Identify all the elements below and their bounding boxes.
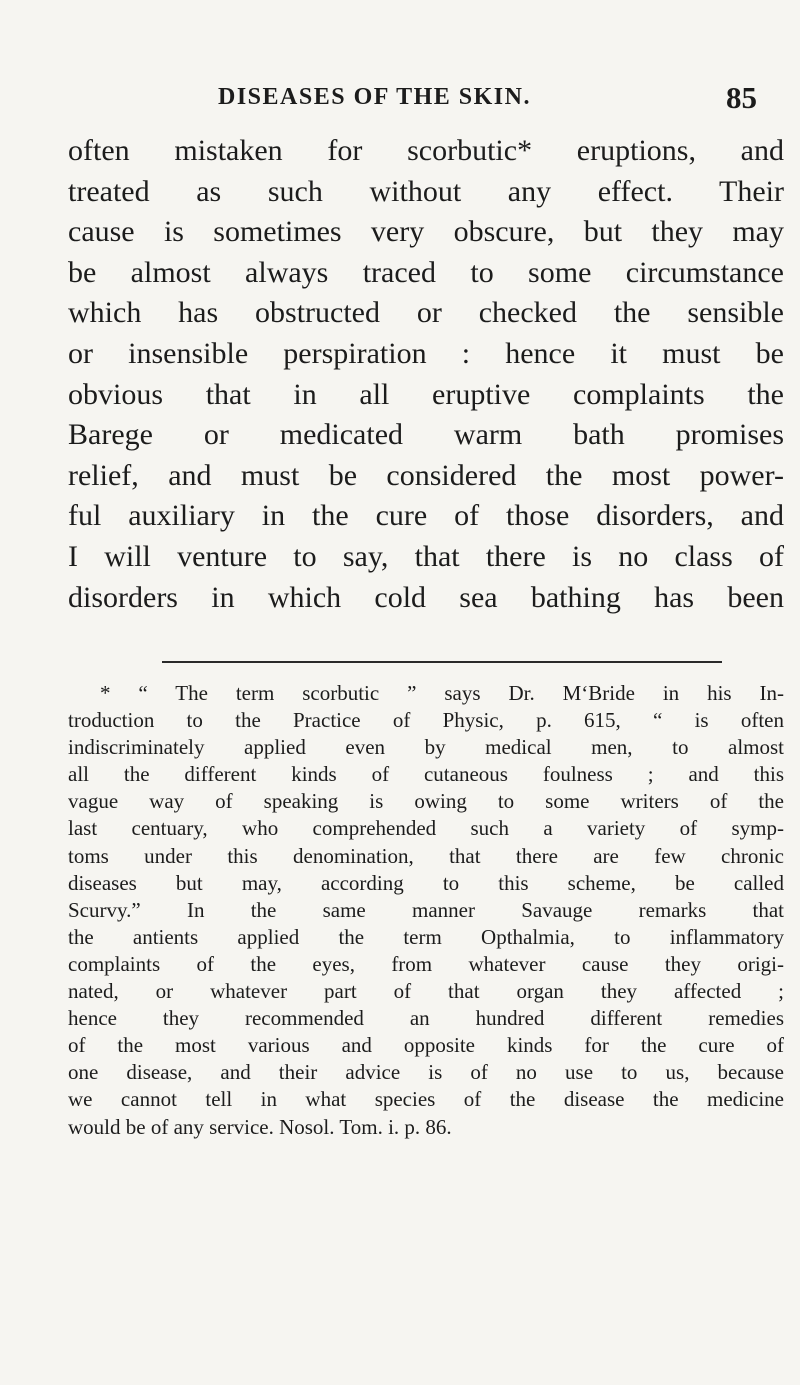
body-line: be almost always traced to some circumstance — [68, 255, 784, 289]
footnote-line: one disease, and their advice is of no use to us, because — [68, 1060, 784, 1085]
footnote-line: we cannot tell in what species of the disease the medicine — [68, 1087, 784, 1112]
body-line: cause is sometimes very obscure, but they may — [68, 215, 784, 249]
footnote-line: complaints of the eyes, from whatever cause they origi- — [68, 951, 784, 976]
footnote-line: troduction to the Practice of Physic, p. 615, “ is often — [68, 708, 784, 733]
footnote-divider — [162, 661, 722, 663]
footnote-line: * “ The term scorbutic ” says Dr. M‘Bride in his In- — [100, 681, 784, 705]
body-line: Barege or medicated warm bath promises — [68, 418, 784, 452]
body-line: disorders in which cold sea bathing has been — [68, 580, 784, 614]
footnote-line: of the most various and opposite kinds for the cure of — [68, 1033, 784, 1058]
footnote-line: hence they recommended an hundred different remedies — [68, 1006, 784, 1031]
footnote-line: nated, or whatever part of that organ they affected ; — [68, 979, 784, 1004]
body-line: ful auxiliary in the cure of those disorders, and — [68, 499, 784, 533]
footnote-line: all the different kinds of cutaneous foulness ; and this — [68, 762, 784, 787]
page-number: 85 — [726, 80, 757, 115]
body-line: relief, and must be considered the most power- — [68, 458, 784, 492]
footnote-line: would be of any service. Nosol. Tom. i. p. 86. — [68, 1114, 452, 1139]
footnote-line: Scurvy.” In the same manner Savauge remarks that — [68, 897, 784, 922]
running-title: DISEASES OF THE SKIN. — [218, 84, 531, 110]
footnote-line: the antients applied the term Opthalmia, to inflammatory — [68, 924, 784, 949]
footnote-line: indiscriminately applied even by medical men, to almost — [68, 735, 784, 760]
footnote-line: last centuary, who comprehended such a variety of symp- — [68, 816, 784, 841]
footnote-line: diseases but may, according to this scheme, be called — [68, 870, 784, 895]
body-line: I will venture to say, that there is no class of — [68, 539, 784, 573]
body-paragraph — [68, 131, 784, 618]
footnote — [68, 680, 784, 1141]
body-line: treated as such without any effect. Their — [68, 174, 784, 208]
body-line: often mistaken for scorbutic* eruptions, and — [68, 134, 784, 167]
footnote-line: vague way of speaking is owing to some writers of the — [68, 789, 784, 814]
footnote-line: toms under this denomination, that there are few chronic — [68, 843, 784, 868]
page-header — [0, 80, 800, 124]
body-line: obvious that in all eruptive complaints the — [68, 377, 784, 411]
body-line: which has obstructed or checked the sensible — [68, 296, 784, 330]
body-line: or insensible perspiration : hence it must be — [68, 336, 784, 370]
